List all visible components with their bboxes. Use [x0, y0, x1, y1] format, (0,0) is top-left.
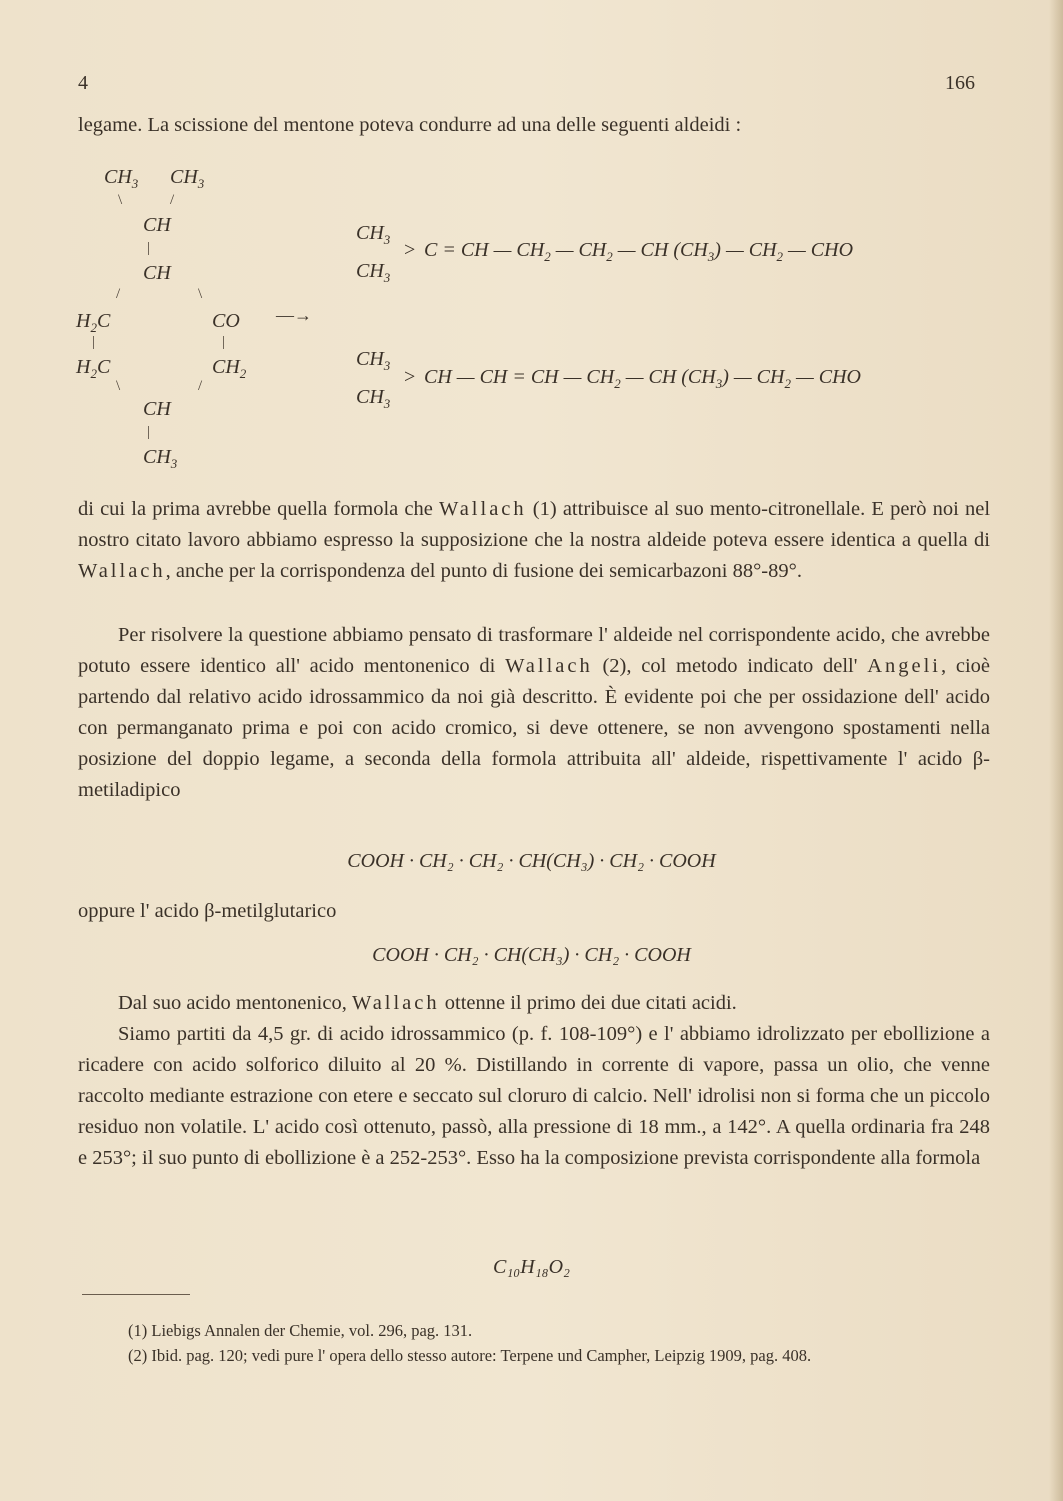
bond-glyph: |: [147, 424, 151, 440]
bond-glyph: |: [147, 240, 151, 256]
ald2-branch: >: [404, 366, 416, 388]
reaction-arrow: —→: [276, 305, 312, 325]
bond-glyph: |: [222, 334, 226, 350]
footnote-rule: [82, 1294, 190, 1295]
author-wallach: Wallach: [439, 498, 527, 520]
ald1-ch3-top: $CH_3$: [356, 222, 391, 247]
p1-text-b: (1) attribuisce al suo mento-citronellale. E però noi nel nostro citato lavoro abbiamo espresso la supposizione che la nostra aldeide poteva essere identica a quella di: [78, 498, 991, 551]
p4-text: Siamo partiti da 4,5 gr. di acido idrossammico (p. f. 108-109°) e l' abbiamo idrolizzato per ebollizione a ricadere con acido solforico diluito al 20 %. Distillando in corrente di vapore, passa un olio, che venne raccolto mediante estrazione con etere e seccato sul cloruro di calcio. Nell' idrolisi non si forma che un piccolo residuo non volatile. L' acido così ottenuto, passò, alla pressione di 18 mm., a 142°. A quella ordinaria fra 248 e 253°; il suo punto di ebollizione è a 252-253°. Esso ha la composizione prevista corrispondente alla formola: [78, 1023, 990, 1169]
struct-ch3-b: $CH_3$: [170, 166, 205, 191]
bond-glyph: /: [170, 192, 175, 208]
bond-glyph: /: [198, 378, 203, 394]
ald1-chain: C = CH — $CH_2$ — $CH_2$ — CH $(CH_3)$ — $CH_2$ — CHO: [424, 239, 854, 264]
footnote-2: (2) Ibid. pag. 120; vedi pure l' opera dello stesso autore: Terpene und Campher, Leipzig 1909, pag. 408.: [128, 1346, 812, 1365]
p2-text-c: , cioè partendo dal relativo acido idrossammico da noi già descritto. È evidente poi che per ossidazione dell' acido con permanganato prima e poi con acido cromico, si deve ottenere, se non avvengono spostamenti nella posizione del doppio legame, a seconda della formola attribuita all' aldeide, rispettivamente l' acido β-metiladipico: [78, 655, 990, 801]
oppure-text: oppure l' acido β-metilglutarico: [78, 900, 337, 922]
author-angeli: Angeli: [867, 655, 941, 677]
ald1-ch3-bot: $CH_3$: [356, 260, 391, 285]
intro-line: [78, 110, 990, 141]
p1-text-c: , anche per la corrispondenza del punto di fusione dei semicarbazoni 88°-89°.: [165, 560, 802, 582]
struct-ch2: $CH_2$: [212, 356, 247, 381]
bond-glyph: \: [118, 192, 123, 208]
p3-text-a: Dal suo acido mentonenico,: [118, 992, 352, 1014]
bond-glyph: \: [198, 286, 203, 302]
bond-glyph: /: [116, 286, 121, 302]
paragraph-2: [78, 620, 990, 806]
ald1-branch: >: [404, 239, 416, 261]
struct-ch3-c: $CH_3$: [143, 446, 178, 471]
author-wallach: Wallach: [78, 560, 166, 582]
struct-h2c-1: $H_2C$: [76, 310, 111, 335]
ald2-ch3-bot: $CH_3$: [356, 386, 391, 411]
struct-h2c-2: $H_2C$: [76, 356, 111, 381]
p2-text-b: (2), col metodo indicato dell': [592, 655, 868, 677]
struct-co: CO: [212, 310, 240, 332]
bond-glyph: |: [92, 334, 96, 350]
ald2-chain: CH — CH = CH — $CH_2$ — CH $(CH_3)$ — $CH_2$ — CHO: [424, 366, 861, 391]
struct-ch3-a: $CH_3$: [104, 166, 139, 191]
struct-ch-2: CH: [143, 262, 171, 284]
author-wallach: Wallach: [351, 992, 440, 1014]
p2-text-a: Per risolvere la questione abbiamo pensato di trasformare l' aldeide nel corrispondente acido, che avrebbe potuto essere identico all' acido mentonenico di: [78, 624, 990, 677]
ald2-ch3-top: $CH_3$: [356, 348, 391, 373]
formula-methyladipic: COOH · CH₂ · CH₂ · CH(CH₃) · CH₂ · COOH: [347, 850, 716, 872]
page-number-left: 4: [78, 72, 88, 94]
intro-text: legame. La scissione del mentone poteva condurre ad una delle seguenti aldeidi :: [78, 114, 742, 136]
formula-c10h18o2: C₁₀H₁₈O₂: [493, 1256, 570, 1278]
paragraph-3: [78, 988, 990, 1019]
page-number-right: 166: [945, 72, 975, 94]
author-wallach: Wallach: [505, 655, 593, 677]
p3-text-b: ottenne il primo dei due citati acidi.: [439, 992, 737, 1014]
bond-glyph: \: [116, 378, 121, 394]
paragraph-1: [78, 494, 990, 587]
struct-ch-3: CH: [143, 398, 171, 420]
formula-methylglutaric: COOH · CH₂ · CH(CH₃) · CH₂ · COOH: [372, 944, 691, 966]
struct-ch-1: CH: [143, 214, 171, 236]
p1-text-a: di cui la prima avrebbe quella formola che: [78, 498, 439, 520]
oppure-line: [78, 896, 990, 927]
paragraph-4: [78, 1019, 990, 1174]
footnote-1: (1) Liebigs Annalen der Chemie, vol. 296, pag. 131.: [128, 1321, 473, 1340]
